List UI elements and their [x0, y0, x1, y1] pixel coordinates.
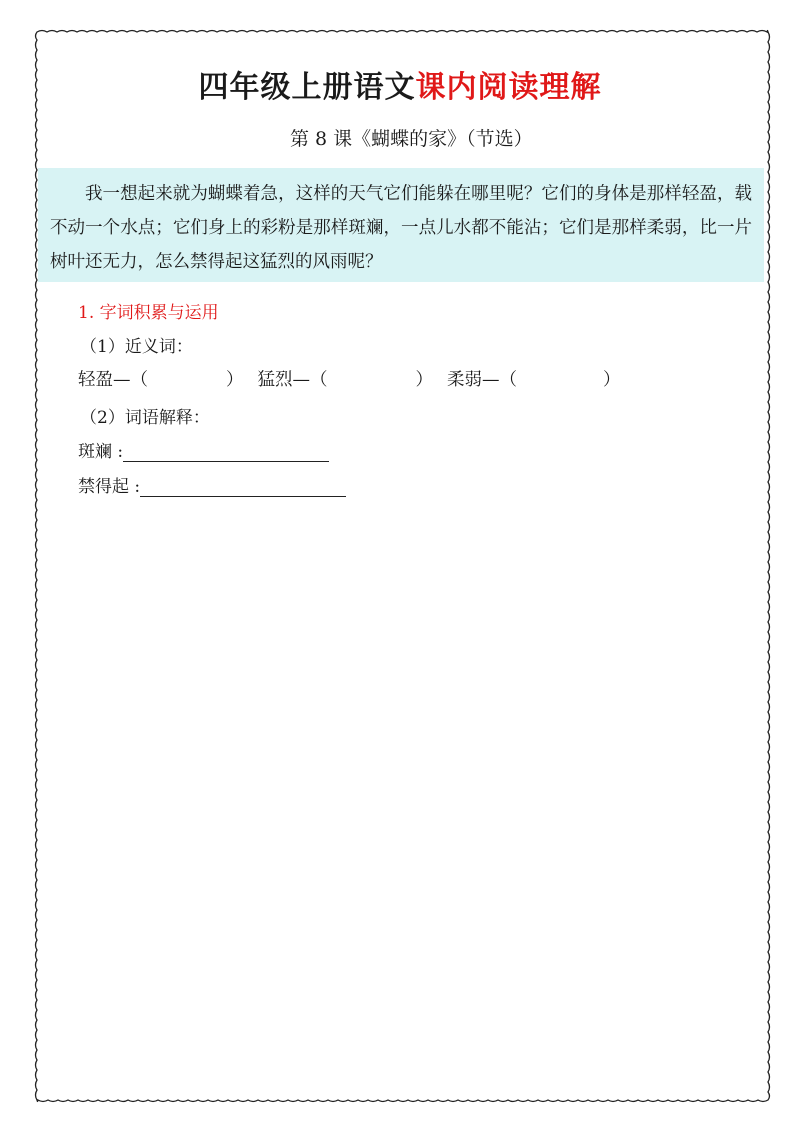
synonyms-row	[78, 366, 621, 391]
definition-answer-line-2[interactable]	[140, 478, 346, 497]
synonym-word-2: 猛烈—（	[257, 370, 328, 390]
section-heading: 1. 字词积累与运用	[78, 303, 219, 323]
synonym-close-2: ）	[415, 370, 433, 390]
definition-term-1: 斑斓 :	[78, 442, 124, 462]
definition-term-2: 禁得起 :	[78, 477, 141, 497]
synonym-close-3: ）	[603, 370, 621, 390]
synonyms-label: （1）近义词：	[80, 337, 193, 357]
definition-answer-line-1[interactable]	[123, 443, 329, 462]
page-title	[0, 62, 800, 106]
definition-row-2	[78, 472, 346, 497]
reading-passage	[38, 168, 764, 282]
lesson-subtitle: 第 8 课《蝴蝶的家》（节选）	[290, 128, 533, 150]
title-main: 四年级上册语文	[198, 70, 416, 105]
title-highlight: 课内阅读理解	[415, 70, 602, 105]
passage-text: 我一想起来就为蝴蝶着急，这样的天气它们能躲在哪里呢？它们的身体是那样轻盈，载不动一个水点；它们身上的彩粉是那样斑斓，一点儿水都不能沾；它们是那样柔弱，比一片树叶还无力，怎么禁得起这猛烈的风雨呢？	[50, 184, 752, 272]
definition-row-1	[78, 437, 329, 462]
definitions-label: （2）词语解释：	[80, 408, 210, 428]
synonym-word-3: 柔弱—（	[447, 370, 517, 390]
synonym-word-1: 轻盈—（	[78, 370, 148, 390]
synonym-close-1: ）	[226, 370, 244, 390]
